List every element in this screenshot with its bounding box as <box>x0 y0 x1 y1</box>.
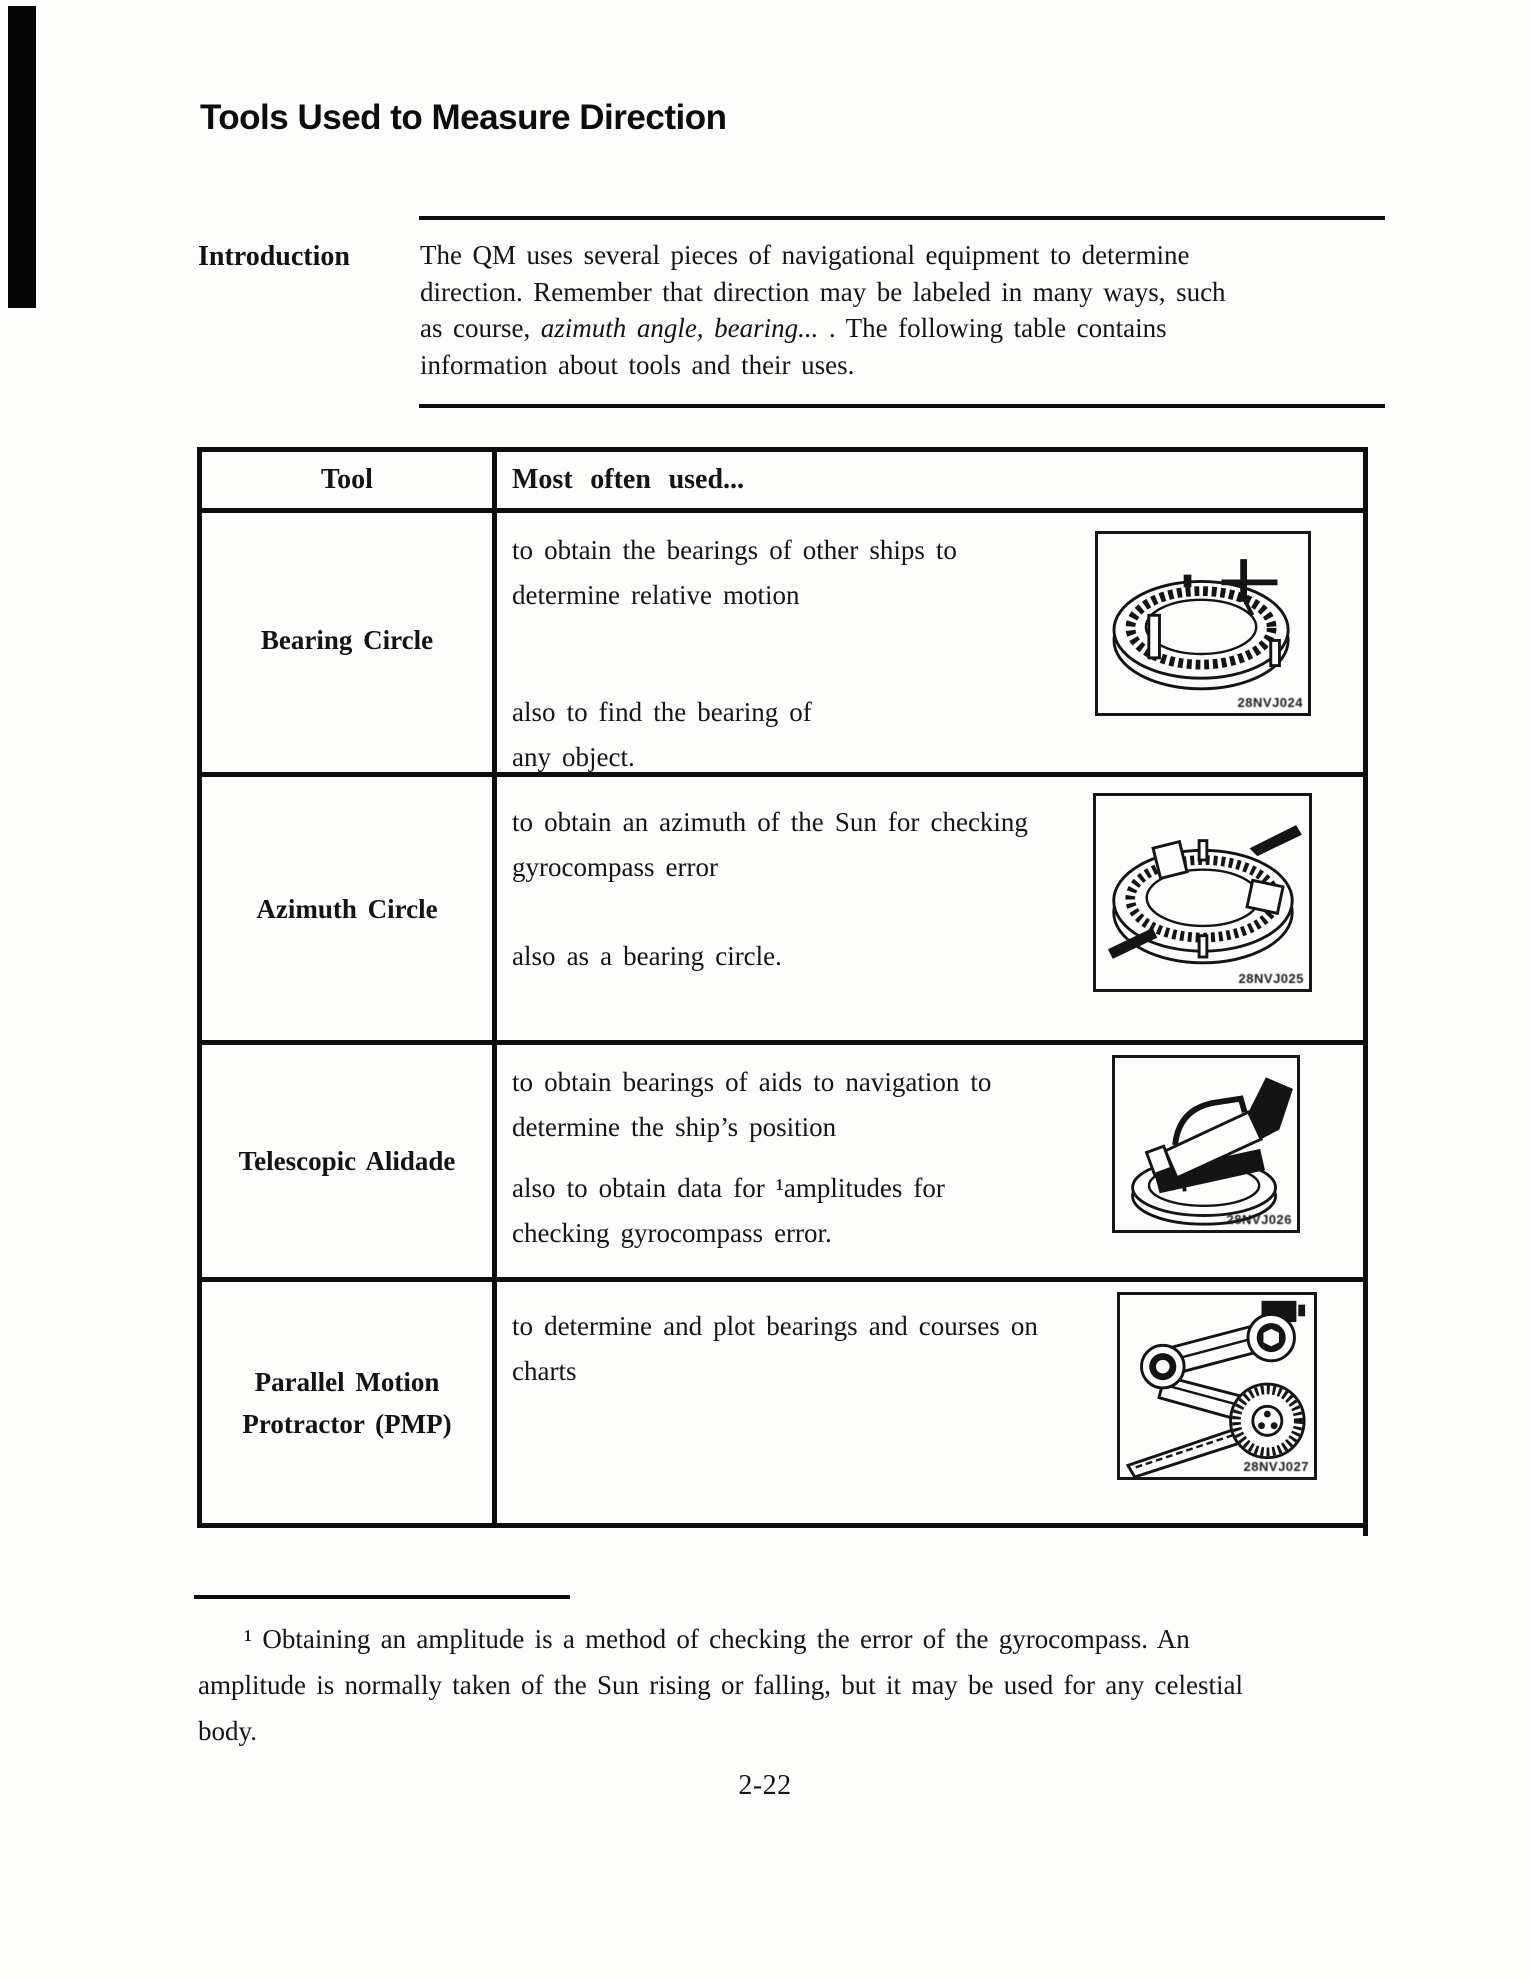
telescopic-alidade-icon <box>1115 1058 1297 1230</box>
usage-text: also as a bearing circle. <box>512 941 782 971</box>
footnote-rule <box>194 1595 570 1599</box>
table-header-usage: Most often used... <box>512 464 745 495</box>
scan-stub-artifact <box>1363 1528 1368 1536</box>
figure-caption: 28NVJ027 <box>1243 1459 1309 1474</box>
page-number: 2-22 <box>738 1770 792 1801</box>
usage-text: also to find the bearing of any object. <box>512 697 812 772</box>
footnote: ¹ Obtaining an amplitude is a method of checking the error of the gyrocompass. An amplitude is normally taken of the Sun rising or falling, but it may be used for any celestial body. <box>198 1624 1243 1746</box>
table-column-divider <box>492 452 497 1523</box>
azimuth-circle-figure <box>1093 793 1312 992</box>
intro-rule-bottom <box>419 404 1385 408</box>
scan-artifact-bar <box>8 6 36 308</box>
figure-caption: 28NVJ025 <box>1238 971 1304 986</box>
page-title: Tools Used to Measure Direction <box>200 98 727 137</box>
scan-gap-artifact <box>1345 1518 1359 1523</box>
usage-text: to determine and plot bearings and courses on charts <box>512 1311 1038 1386</box>
azimuth-circle-icon <box>1096 796 1309 989</box>
tools-table <box>197 447 1368 1528</box>
usage-text: to obtain an azimuth of the Sun for checking gyrocompass error <box>512 807 1028 882</box>
bearing-circle-icon <box>1098 534 1308 713</box>
parallel-motion-protractor-icon <box>1120 1295 1314 1477</box>
figure-caption: 28NVJ026 <box>1226 1212 1292 1227</box>
figure-caption: 28NVJ024 <box>1237 695 1303 710</box>
tool-name-parallel-motion-protractor: Parallel Motion Protractor (PMP) <box>242 1366 452 1439</box>
telescopic-alidade-figure <box>1112 1055 1300 1233</box>
usage-text: to obtain bearings of aids to navigation to determine the ship’s position <box>512 1067 992 1142</box>
usage-text: also to obtain data for ¹amplitudes for checking gyrocompass error. <box>512 1173 945 1248</box>
introduction-label: Introduction <box>198 241 350 272</box>
tool-name-bearing-circle: Bearing Circle <box>260 625 434 655</box>
parallel-motion-protractor-figure <box>1117 1292 1317 1480</box>
intro-rule-top <box>419 216 1385 220</box>
table-header-tool: Tool <box>321 464 373 495</box>
introduction-paragraph: The QM uses several pieces of navigational equipment to determine direction. Remember that direction may be labeled in many ways, such as course, azimuth angle, bearing... . The following table contains information about tools and their uses. <box>420 240 1226 380</box>
usage-text: to obtain the bearings of other ships to determine relative motion <box>512 535 957 610</box>
tool-name-azimuth-circle: Azimuth Circle <box>256 893 438 924</box>
bearing-circle-figure <box>1095 531 1311 716</box>
tool-name-telescopic-alidade: Telescopic Alidade <box>238 1146 456 1176</box>
